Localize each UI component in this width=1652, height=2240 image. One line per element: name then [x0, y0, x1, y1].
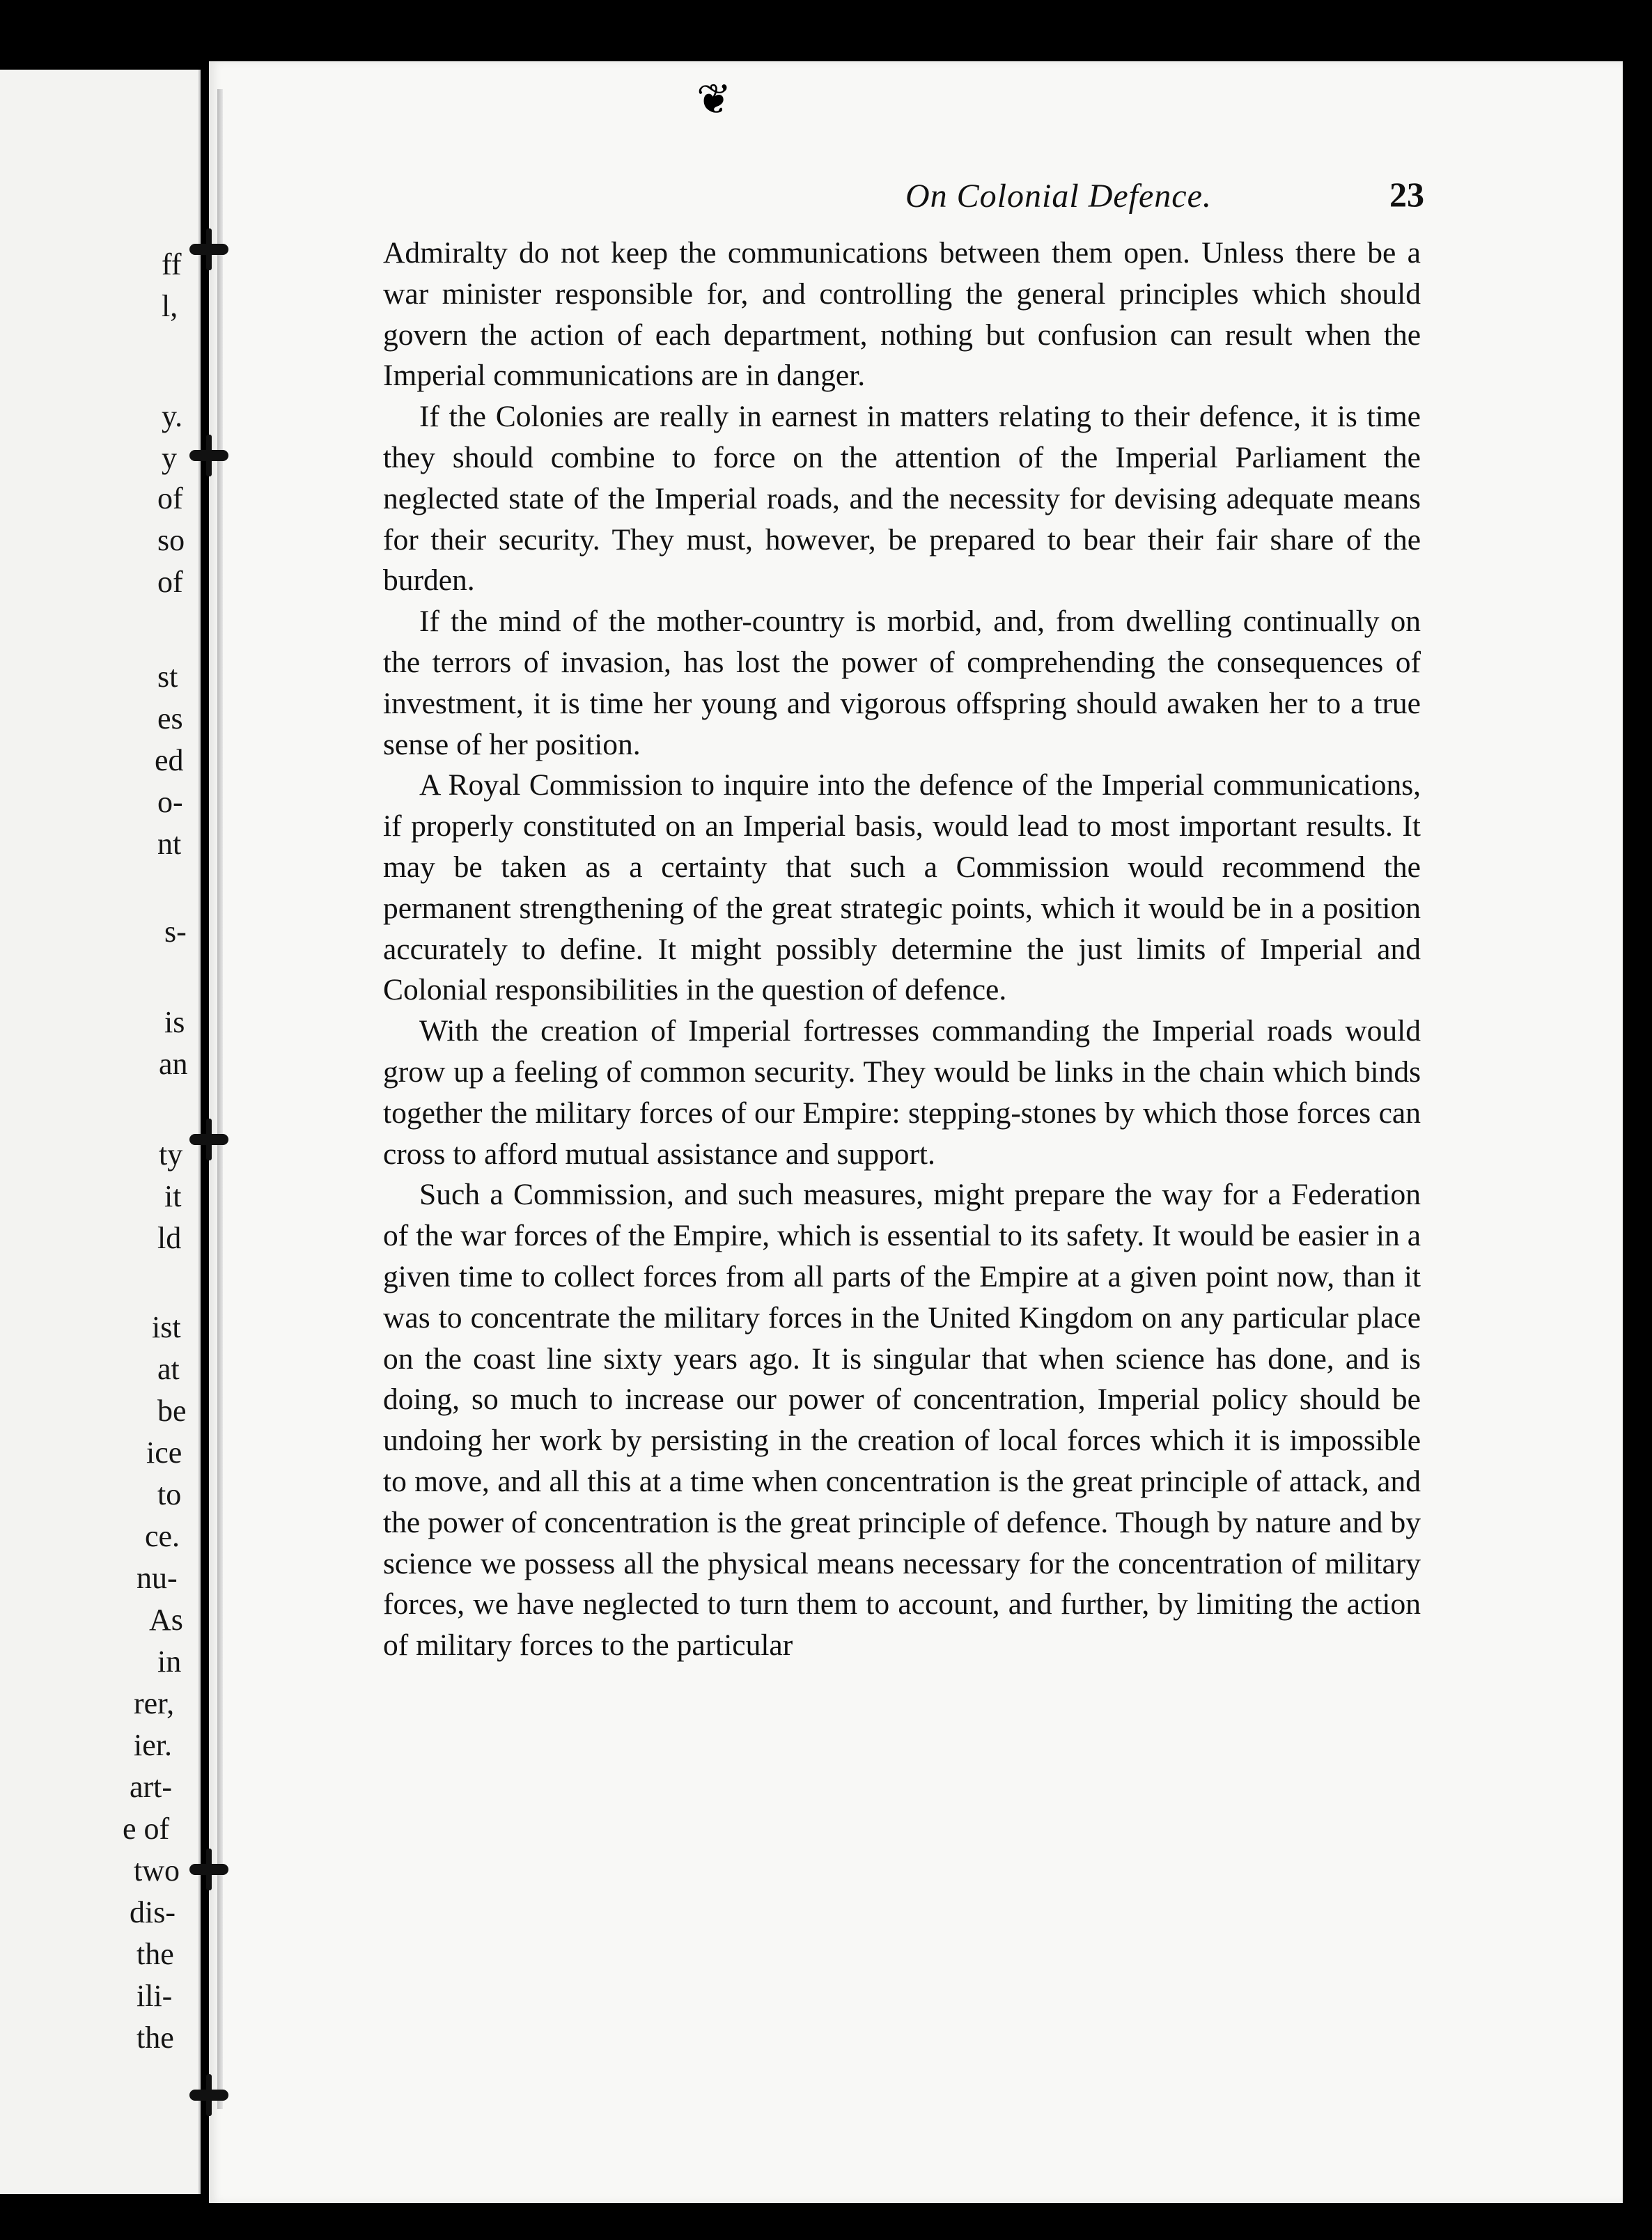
facing-page-fragment: ili- [137, 1979, 173, 2013]
facing-page-fragment: rer, [134, 1686, 175, 1720]
facing-page-fragment: art- [130, 1770, 173, 1804]
facing-page-fragment: ice [146, 1436, 182, 1470]
facing-page-fragment: in [157, 1644, 182, 1679]
body-text [383, 233, 1421, 1666]
running-head: On Colonial Defence. [905, 178, 1212, 215]
facing-page-fragment: of [157, 481, 183, 515]
facing-page-fragment: an [159, 1047, 188, 1081]
facing-page-fragment: ed [155, 743, 184, 777]
facing-page [0, 70, 201, 2194]
page-number: 23 [1389, 175, 1424, 214]
facing-page-fragment: ff [162, 247, 182, 281]
facing-page-fragment: nt [157, 827, 182, 861]
facing-page-fragment: so [157, 523, 185, 557]
facing-page-fragment: ce. [145, 1519, 180, 1553]
binding-stitch [189, 244, 228, 255]
facing-page-fragment: As [149, 1603, 183, 1637]
facing-page-fragment: two [134, 1853, 180, 1888]
binding-stitch [189, 1134, 228, 1145]
paragraph: Such a Commission, and such measures, might prepare the way for a Federation of the war forces of the Empire, which is essential to its safety. It would be easier in a given time to collect forces from all parts of the Empire at a given point now, than it was to concentrate the military forces in the United Kingdom on any particular place on the coast line sixty years ago. It is singular that when science has done, and is doing, so much to increase our power of concentration, Imperial policy should be undoing her work by persisting in the creation of local forces which it is impossible to move, and all this at a time when concentration is the great principle of attack, and the power of concentration is the great principle of defence. Though by nature and by science we possess all the physical means necessary for the concentration of military forces, we have neglected to turn them to account, and further, by limiting the action of military forces to the particular [383, 1178, 1421, 1663]
paragraph: If the Colonies are really in earnest in matters relating to their defence, it is time they should combine to force on the attention of the Imperial Parliament the neglected state of the Imperial roads, and the necessity for devising adequate means for their security. They must, however, be prepared to bear their fair share of the burden. [383, 400, 1421, 598]
facing-page-fragment: y [162, 441, 177, 475]
facing-page-fragment: it [164, 1179, 182, 1213]
stamp-mark-icon: ❦ [696, 77, 732, 123]
facing-page-fragment: is [164, 1005, 185, 1039]
facing-page-fragment: ist [152, 1310, 181, 1344]
facing-page-fragment: s- [164, 915, 187, 949]
page-gutter [217, 89, 223, 2109]
facing-page-fragment: be [157, 1394, 187, 1428]
facing-page-fragment: ier. [134, 1728, 172, 1762]
facing-page-fragment: e of [123, 1812, 170, 1846]
facing-page-fragment: l, [162, 289, 178, 323]
facing-page-fragment: y. [162, 399, 183, 433]
facing-page-fragment: st [157, 660, 178, 694]
facing-page-fragment: dis- [130, 1895, 176, 1929]
binding-stitch [189, 2090, 228, 2101]
facing-page-fragment: o- [157, 785, 183, 819]
book-page [209, 61, 1623, 2203]
facing-page-fragment: at [157, 1352, 180, 1386]
facing-page-fragment: es [157, 701, 183, 736]
paragraph: A Royal Commission to inquire into the defence of the Imperial communications, if properly constituted on an Imperial basis, would lead to most important results. It may be taken as a certainty that such a Commission would recommend the permanent strengthening of the great strategic points, which it would be in a position accurately to define. It might possibly determine the just limits of Imperial and Colonial responsibilities in the question of defence. [383, 768, 1421, 1007]
facing-page-fragment: ld [157, 1221, 182, 1255]
binding-stitch [189, 1864, 228, 1875]
facing-page-fragment: the [137, 2021, 174, 2055]
facing-page-fragment: the [137, 1937, 174, 1971]
binding-stitch [189, 450, 228, 461]
facing-page-fragment: of [157, 565, 183, 599]
facing-page-fragment: ty [159, 1137, 183, 1172]
facing-page-fragment: to [157, 1477, 182, 1511]
paragraph: If the mind of the mother-country is morbid, and, from dwelling continually on the terrors of invasion, has lost the power of comprehending the consequences of investment, it is time her young and vigorous offspring should awaken her to a true sense of her position. [383, 605, 1421, 761]
paragraph: Admiralty do not keep the communications between them open. Unless there be a war minister responsible for, and controlling the general principles which should govern the action of each department, nothing but confusion can result when the Imperial communications are in danger. [383, 236, 1421, 393]
paragraph: With the creation of Imperial fortresses commanding the Imperial roads would grow up a feeling of common security. They would be links in the chain which binds together the military forces of our Empire: stepping-stones by which those forces can cross to afford mutual assistance and support. [383, 1014, 1421, 1171]
facing-page-fragment: nu- [137, 1561, 178, 1595]
